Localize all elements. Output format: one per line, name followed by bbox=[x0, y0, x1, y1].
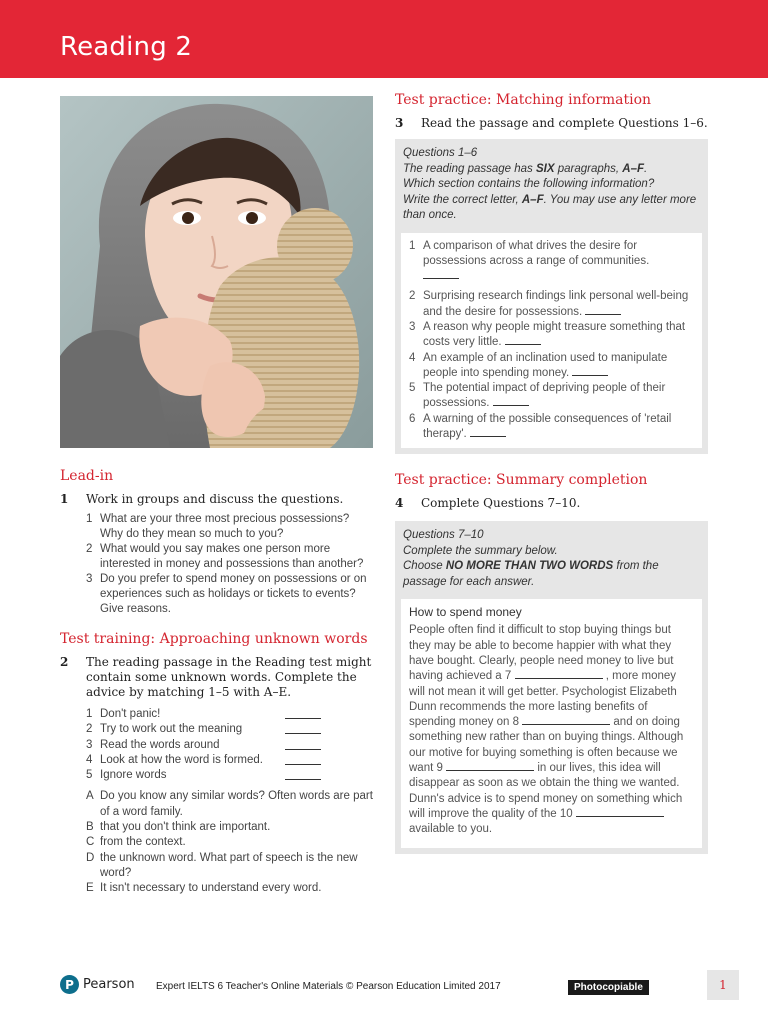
questions-label: Questions 1–6 bbox=[403, 147, 478, 159]
answer-blank[interactable] bbox=[493, 396, 529, 406]
task-number: 3 bbox=[395, 116, 404, 130]
pearson-logo bbox=[60, 975, 135, 994]
answer-blank[interactable] bbox=[285, 768, 321, 780]
photo-child-with-teddy bbox=[60, 96, 373, 448]
instruction-line: Which section contains the following information? bbox=[403, 178, 655, 190]
list-item: 6 A warning of the possible consequences of 'retail therapy'. bbox=[409, 412, 672, 441]
list-item: B that you don't think are important. bbox=[86, 821, 271, 834]
page-title: Reading 2 bbox=[60, 32, 193, 62]
list-item: 2 Try to work out the meaning bbox=[86, 722, 373, 737]
list-item: E It isn't necessary to understand every word. bbox=[86, 882, 322, 895]
task-instruction: Work in groups and discuss the questions. bbox=[86, 492, 344, 506]
lead-in-questions bbox=[86, 512, 373, 617]
list-item: C from the context. bbox=[86, 836, 186, 849]
footer bbox=[60, 970, 727, 1010]
instruction-line: The reading passage has SIX paragraphs, A–F. bbox=[403, 162, 648, 175]
page-number: 1 bbox=[707, 970, 739, 1000]
answer-blank[interactable] bbox=[285, 722, 321, 734]
list-item: 5 Ignore words bbox=[86, 768, 373, 783]
header-banner bbox=[0, 0, 768, 78]
answer-blank[interactable] bbox=[470, 427, 506, 437]
task-1 bbox=[60, 492, 373, 507]
task-number: 4 bbox=[395, 496, 404, 511]
photocopiable-badge: Photocopiable bbox=[568, 980, 649, 995]
answer-blank-9[interactable] bbox=[446, 761, 534, 771]
summary-text: People often find it difficult to stop buying things but they may be able to become happier with what they have bought. Clearly, people need money to live but having achieved a 7 , more money will not mean it will get better. Psychologist Elizabeth Dunn recommends the more lasting benefits of spending money on 8 and on doing something new rather than on buying things. Although our motive for buying something is often because we want 9 in our lives, this idea will disappear as soon as we obtain the thing we wanted. Dunn's advice is to spend money on something which will improve the quality of the 10 available to you. bbox=[409, 624, 684, 836]
advice-list bbox=[86, 789, 373, 896]
answer-blank-10[interactable] bbox=[576, 807, 664, 817]
answer-blank[interactable] bbox=[285, 738, 321, 750]
task-instruction: Read the passage and complete Questions 1–6. bbox=[421, 116, 708, 130]
list-item: 3 Read the words around bbox=[86, 738, 373, 753]
list-item: 1 Don't panic! bbox=[86, 707, 373, 722]
task-instruction: Complete Questions 7–10. bbox=[421, 496, 581, 511]
summary-questions-box bbox=[395, 521, 708, 853]
instruction-line: Choose NO MORE THAN TWO WORDS from the passage for each answer. bbox=[403, 560, 659, 588]
summary-panel bbox=[401, 599, 702, 847]
pearson-logo-text: Pearson bbox=[83, 977, 135, 992]
tips-list bbox=[86, 707, 373, 783]
list-item: 4 Look at how the word is formed. bbox=[86, 753, 373, 768]
box-instructions bbox=[401, 146, 702, 224]
list-item: 4 An example of an inclination used to manipulate people into spending money. bbox=[409, 351, 668, 379]
pearson-logo-icon: P bbox=[60, 975, 79, 994]
instruction-line: Complete the summary below. bbox=[403, 544, 558, 557]
task-number: 1 bbox=[60, 492, 69, 506]
answer-blank[interactable] bbox=[572, 366, 608, 376]
test-training-heading: Test training: Approaching unknown words bbox=[60, 631, 368, 647]
answer-blank[interactable] bbox=[423, 269, 459, 279]
summary-title: How to spend money bbox=[409, 605, 522, 620]
lead-in-heading: Lead-in bbox=[60, 468, 114, 484]
list-item: 5 The potential impact of depriving people of their possessions. bbox=[409, 382, 666, 410]
copyright-text: Expert IELTS 6 Teacher's Online Materials © Pearson Education Limited 2017 bbox=[156, 981, 501, 992]
answer-blank[interactable] bbox=[285, 707, 321, 719]
task-3 bbox=[395, 116, 708, 131]
answer-blank[interactable] bbox=[505, 335, 541, 345]
list-item: 1 What are your three most precious possessions? Why do they mean so much to you? bbox=[86, 513, 350, 540]
list-item: 3 Do you prefer to spend money on possessions or on experiences such as holidays or tickets to events? Give reasons. bbox=[86, 573, 367, 615]
answer-blank[interactable] bbox=[285, 753, 321, 765]
answer-blank-7[interactable] bbox=[515, 669, 603, 679]
matching-heading: Test practice: Matching information bbox=[395, 92, 652, 108]
left-column bbox=[60, 96, 373, 897]
questions-label: Questions 7–10 bbox=[403, 529, 484, 542]
box-instructions bbox=[401, 528, 702, 590]
answer-blank[interactable] bbox=[585, 305, 621, 315]
summary-heading: Test practice: Summary completion bbox=[395, 472, 648, 489]
instruction-line: Write the correct letter, A–F. You may use any letter more than once. bbox=[403, 193, 697, 221]
task-instruction: The reading passage in the Reading test might contain some unknown words. Complete the advice by matching 1–5 with A–E. bbox=[86, 655, 372, 699]
task-number: 2 bbox=[60, 655, 69, 669]
photo-illustration bbox=[60, 96, 373, 448]
task-4 bbox=[395, 496, 708, 511]
task-2 bbox=[60, 655, 373, 700]
list-item: 2 What would you say makes one person more interested in money and possessions than another? bbox=[86, 543, 364, 570]
matching-questions-box bbox=[395, 139, 708, 454]
list-item: 1 A comparison of what drives the desire for possessions across a range of communities. bbox=[409, 239, 692, 285]
list-item: D the unknown word. What part of speech is the new word? bbox=[86, 851, 358, 879]
answer-blank-8[interactable] bbox=[522, 715, 610, 725]
list-item: A Do you know any similar words? Often words are part of a word family. bbox=[86, 790, 373, 818]
list-item: 3 A reason why people might treasure something that costs very little. bbox=[409, 320, 686, 349]
matching-items bbox=[401, 233, 702, 449]
list-item: 2 Surprising research findings link personal well-being and the desire for possessions. bbox=[409, 290, 689, 318]
right-column bbox=[395, 92, 708, 854]
